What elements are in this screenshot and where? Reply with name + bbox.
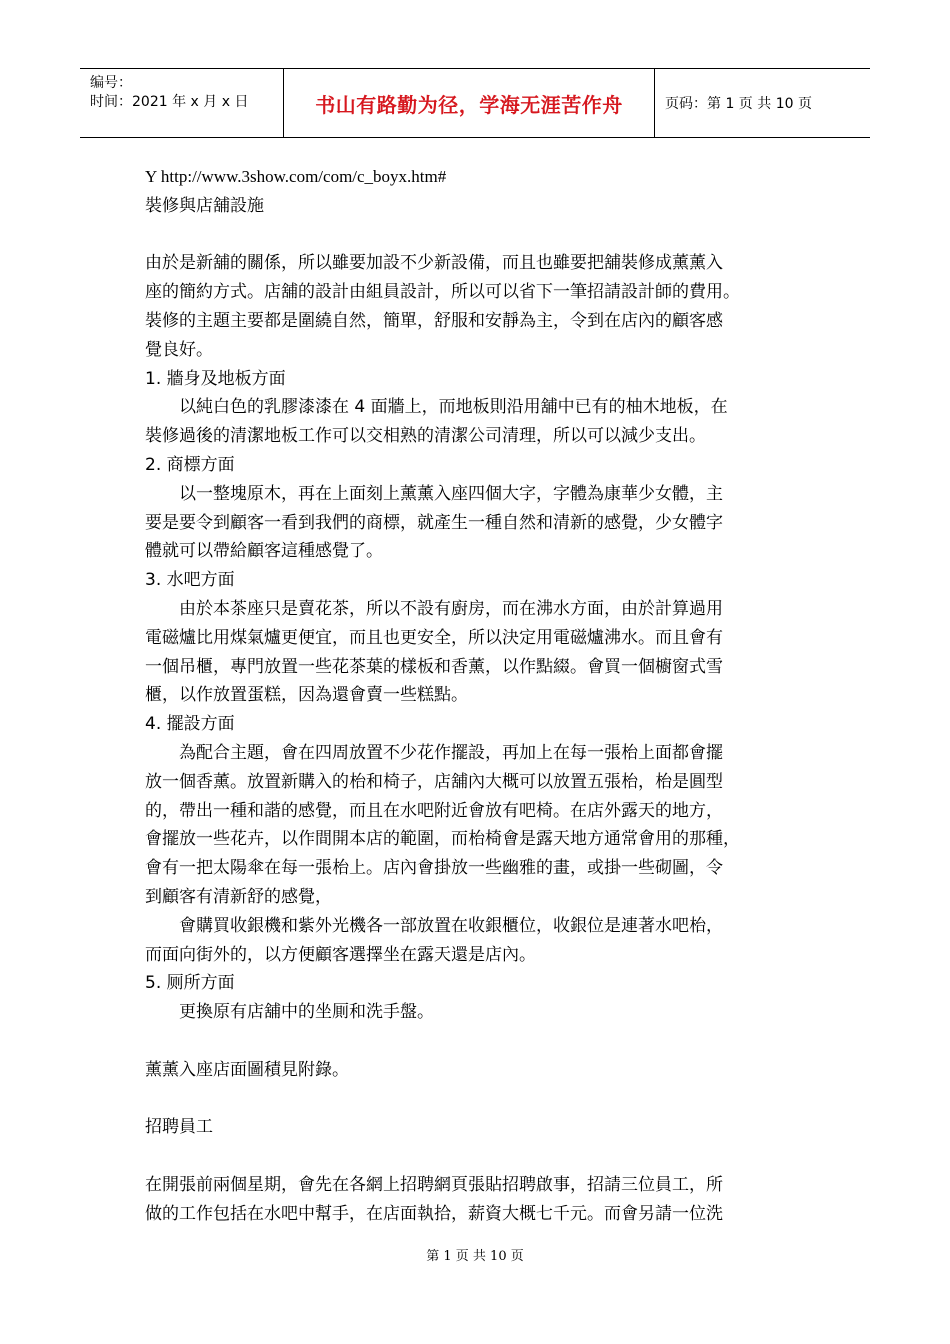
item3-line: 櫃，以作放置蛋糕，因為還會賣一些糕點。: [145, 685, 468, 706]
item4-title: 4. 擺設方面: [145, 714, 235, 735]
item4-line: 放一個香薰。放置新購入的枱和椅子，店舖內大概可以放置五張枱，枱是圓型: [145, 771, 723, 792]
page-header: [80, 68, 870, 138]
spacer: [145, 1085, 810, 1114]
item3-line: 電磁爐比用煤氣爐更便宜，而且也更安全，所以決定用電磁爐沸水。而且會有: [145, 627, 723, 648]
spacer: [145, 221, 810, 250]
item3-line: 由於本茶座只是賣花茶，所以不設有廚房，而在沸水方面，由於計算過用: [179, 598, 723, 619]
item1-line: 以純白色的乳膠漆漆在 4 面牆上，而地板則沿用舖中已有的柚木地板，在: [179, 397, 728, 418]
item3-title: 3. 水吧方面: [145, 570, 235, 591]
time-label: 时间：2021 年 x 月 x 日: [90, 94, 249, 110]
header-meta: [80, 69, 283, 137]
intro-line: 裝修的主題主要都是圍繞自然，簡單，舒服和安靜為主，令到在店內的顧客感: [145, 310, 723, 331]
item1-title: 1. 牆身及地板方面: [145, 368, 286, 389]
spacer: [145, 1142, 810, 1171]
item5-line: 更換原有店舖中的坐厠和洗手盤。: [179, 1002, 434, 1023]
url-line: Y http://www.3show.com/com/c_boyx.htm#: [145, 167, 447, 186]
item2-line: 要是要令到顧客一看到我們的商標，就產生一種自然和清新的感覺，少女體字: [145, 512, 723, 533]
section-title: 裝修與店舖設施: [145, 195, 264, 216]
document-body: [145, 163, 810, 1228]
intro-line: 座的簡約方式。店舖的設計由組員設計，所以可以省下一筆招請設計師的費用。: [145, 282, 740, 303]
item4-line: 會有一把太陽傘在每一張枱上。店內會掛放一些幽雅的畫，或掛一些砌圖，令: [145, 858, 723, 879]
item4-line: 會擺放一些花卉，以作間開本店的範圍，而枱椅會是露天地方通常會用的那種，: [145, 829, 740, 850]
floor-plan-note: 薰薰入座店面圖積見附錄。: [145, 1059, 349, 1080]
item2-title: 2. 商標方面: [145, 454, 235, 475]
item2-line: 體就可以帶給顧客這種感覺了。: [145, 541, 383, 562]
item2-line: 以一整塊原木，再在上面刻上薰薰入座四個大字，字體為康華少女體，主: [179, 483, 723, 504]
item4b-line: 而面向街外的，以方便顧客選擇坐在露天還是店內。: [145, 944, 536, 965]
page-footer: 第 1 页 共 10 页: [426, 1249, 524, 1264]
intro-line: 由於是新舖的關係，所以雖要加設不少新設備，而且也雖要把舖裝修成薰薰入: [145, 253, 723, 274]
header-motto: 书山有路勤为径，学海无涯苦作舟: [283, 69, 655, 137]
item1-line: 裝修過後的清潔地板工作可以交相熟的清潔公司清理，所以可以減少支出。: [145, 426, 706, 447]
item4-line: 為配合主題，會在四周放置不少花作擺設，再加上在每一張枱上面都會擺: [179, 742, 723, 763]
recruit-line: 做的工作包括在水吧中幫手，在店面執拾，薪資大概七千元。而會另請一位洗: [145, 1203, 723, 1224]
recruit-title: 招聘員工: [145, 1117, 213, 1138]
item3-line: 一個吊櫃，專門放置一些花茶葉的樣板和香薰，以作點綴。會買一個櫥窗式雪: [145, 656, 723, 677]
item4-line: 的，帶出一種和諧的感覺，而且在水吧附近會放有吧椅。在店外露天的地方，: [145, 800, 723, 821]
intro-line: 覺良好。: [145, 339, 213, 360]
recruit-line: 在開張前兩個星期，會先在各網上招聘網頁張貼招聘啟事，招請三位員工，所: [145, 1174, 723, 1195]
item4-line: 到顧客有清新舒的感覺，: [145, 886, 332, 907]
header-page-info: 页码：第 1 页 共 10 页: [665, 96, 812, 112]
item4b-line: 會購買收銀機和紫外光機各一部放置在收銀櫃位，收銀位是連著水吧枱，: [179, 915, 723, 936]
item5-title: 5. 厕所方面: [145, 973, 235, 994]
spacer: [145, 1027, 810, 1056]
number-label: 编号：: [90, 75, 132, 91]
